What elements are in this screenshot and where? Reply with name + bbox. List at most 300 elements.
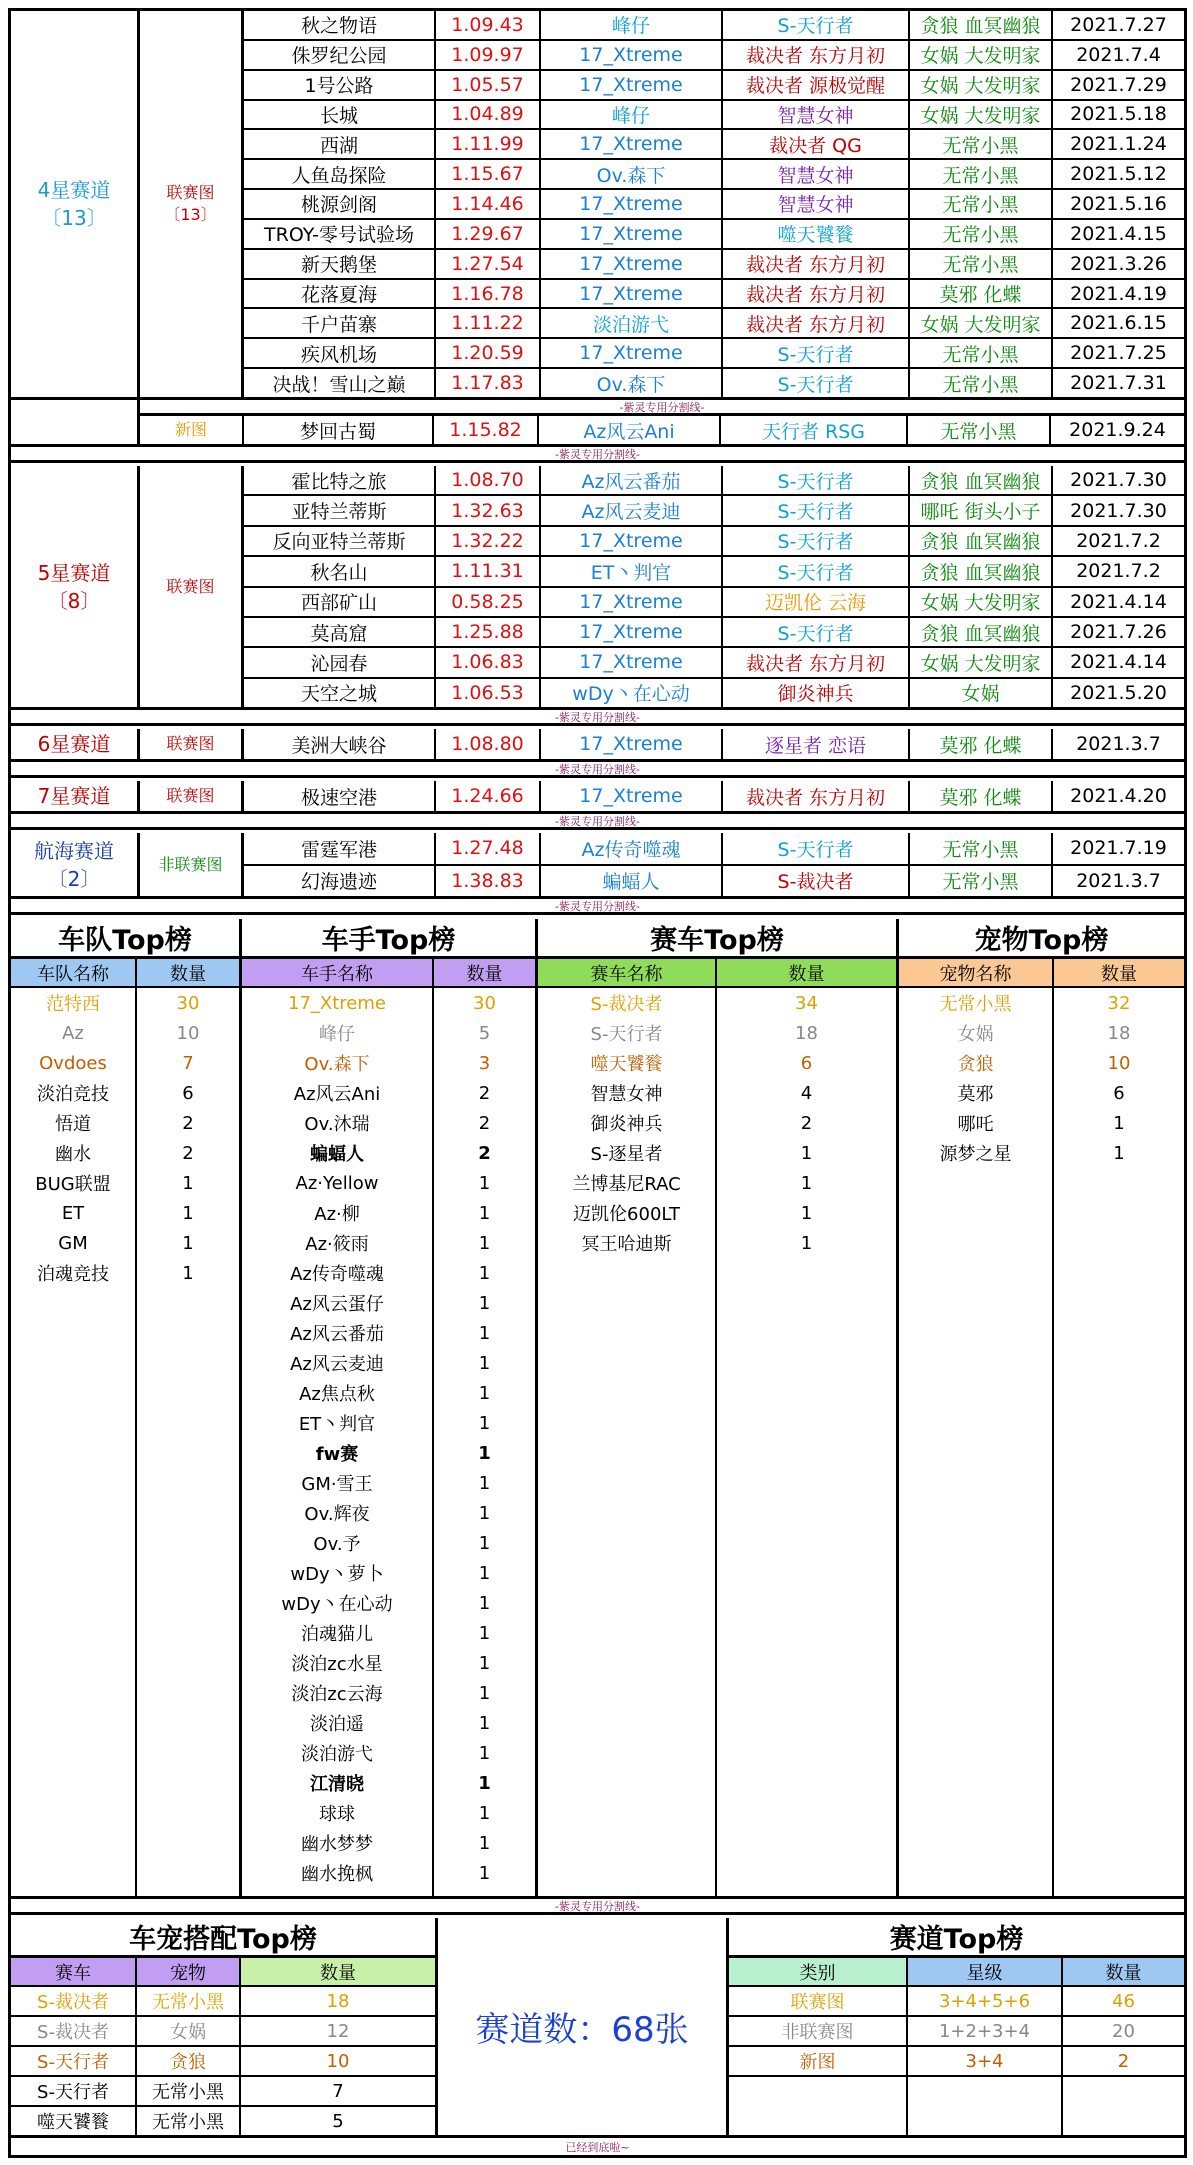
- item-count: 1: [478, 1712, 491, 1734]
- pet: 贪狼 血冥幽狼: [910, 618, 1053, 646]
- track-name: 长城: [244, 101, 436, 129]
- car: 智慧女神: [723, 160, 910, 188]
- item-name: GM·雪王: [242, 1468, 434, 1498]
- car-top-title: 赛车Top榜: [538, 919, 896, 959]
- list-row: [11, 1168, 239, 1198]
- item-count: 1: [478, 1262, 491, 1284]
- track-type: 新图: [729, 2047, 908, 2075]
- inner-separator: -紫灵专用分割线-: [140, 400, 1184, 416]
- list-row: [538, 1078, 896, 1108]
- combo-car: S-天行者: [11, 2047, 137, 2075]
- item-name: 淡泊游弋: [242, 1738, 434, 1768]
- driver-top-title: 车手Top榜: [242, 919, 535, 959]
- date: 2021.5.16: [1070, 192, 1167, 215]
- team-name-header: 车队名称: [11, 959, 137, 986]
- star5-sub-label: 联赛图: [140, 466, 244, 707]
- item-name: Az传奇噬魂: [242, 1258, 434, 1288]
- list-row: [242, 1438, 535, 1468]
- date: 2021.3.26: [1070, 252, 1167, 275]
- item-count: 1: [478, 1622, 491, 1644]
- item-count: 1: [1113, 1142, 1125, 1164]
- star7-label: 7星赛道: [11, 781, 140, 811]
- leaderboard-page: [8, 8, 1187, 2158]
- item-count: 1: [478, 1382, 491, 1404]
- record-row: [244, 11, 1184, 41]
- track-type-header: 类别: [729, 1958, 908, 1985]
- pet: 莫邪 化蝶: [910, 781, 1053, 811]
- driver: 17_Xtreme: [541, 729, 723, 759]
- pet: 无常小黑: [910, 369, 1053, 397]
- date: 2021.5.20: [1070, 681, 1167, 704]
- combo-count: 18: [326, 1990, 350, 2012]
- pet: 女娲 大发明家: [910, 71, 1053, 99]
- driver: 17_Xtreme: [541, 130, 723, 158]
- item-name: wDy丶在心动: [242, 1588, 434, 1618]
- list-row: [242, 988, 535, 1018]
- date: 2021.7.2: [1076, 560, 1161, 583]
- driver: 17_Xtreme: [541, 648, 723, 676]
- car: 裁决者 东方月初: [723, 250, 910, 278]
- list-row: [11, 1228, 239, 1258]
- item-count: 1: [478, 1592, 491, 1614]
- date: 2021.4.14: [1070, 651, 1167, 674]
- star6-section: [11, 729, 1184, 762]
- track-name: 疾风机场: [244, 339, 436, 367]
- list-row: [11, 1078, 239, 1108]
- list-row: [242, 1678, 535, 1708]
- item-name: 范特西: [11, 988, 137, 1018]
- item-name: ET丶判官: [242, 1408, 434, 1438]
- car: 噬天饕餮: [723, 220, 910, 248]
- track-star-header: 星级: [908, 1958, 1063, 1985]
- list-row: [11, 1258, 239, 1288]
- track-name: 沁园春: [244, 648, 436, 676]
- pet: 哪吒 街头小子: [910, 496, 1053, 524]
- list-row: [538, 1228, 896, 1258]
- date: 2021.4.19: [1070, 282, 1167, 305]
- item-count: 1: [478, 1472, 491, 1494]
- pet: 莫邪 化蝶: [910, 729, 1053, 759]
- date: 2021.4.14: [1070, 590, 1167, 613]
- item-count: 1: [800, 1142, 813, 1164]
- driver: Az风云麦迪: [541, 496, 723, 524]
- car: S-天行者: [723, 11, 910, 39]
- track-count-header: 数量: [1063, 1958, 1184, 1985]
- record-row: [244, 527, 1184, 557]
- sea-sub-label: 非联赛图: [140, 833, 244, 896]
- new-map-row: [244, 416, 1184, 444]
- track-name: 天空之城: [244, 679, 436, 707]
- date: 2021.5.18: [1070, 103, 1167, 126]
- best-time: 1.09.97: [436, 41, 541, 69]
- item-count: 1: [478, 1502, 491, 1524]
- track-name: 霍比特之旅: [244, 466, 436, 494]
- item-count: 1: [182, 1202, 194, 1224]
- date: 2021.7.30: [1070, 469, 1167, 492]
- driver: Ov.森下: [541, 369, 723, 397]
- record-row: [244, 190, 1184, 220]
- item-count: 7: [182, 1052, 194, 1074]
- item-name: Az风云麦迪: [242, 1348, 434, 1378]
- item-count: 32: [1107, 992, 1131, 1014]
- item-count: 18: [795, 1022, 818, 1044]
- item-name: 球球: [242, 1798, 434, 1828]
- item-name: 源梦之星: [899, 1138, 1054, 1168]
- best-time: 1.32.22: [436, 527, 541, 555]
- record-row: [244, 496, 1184, 526]
- driver: 17_Xtreme: [541, 190, 723, 218]
- list-row: [242, 1408, 535, 1438]
- track-type: 联赛图: [729, 1987, 908, 2015]
- item-name: 幽水挽枫: [242, 1858, 434, 1888]
- item-count: 5: [478, 1022, 491, 1044]
- sea-rows: [244, 833, 1184, 896]
- list-row: [242, 1228, 535, 1258]
- item-count: 1: [478, 1832, 491, 1854]
- team-top-title: 车队Top榜: [11, 919, 239, 959]
- item-name: 哪吒: [899, 1108, 1054, 1138]
- track-name: 雷霆军港: [244, 833, 436, 864]
- car: 裁决者 东方月初: [723, 309, 910, 337]
- list-row: [899, 1048, 1184, 1078]
- track-name: 新天鹅堡: [244, 250, 436, 278]
- list-row: [899, 1078, 1184, 1108]
- date: 2021.7.19: [1070, 837, 1167, 860]
- star5-label: 5星赛道 〔8〕: [11, 466, 140, 707]
- list-row: [242, 1528, 535, 1558]
- record-row: [244, 781, 1184, 811]
- car: 裁决者 东方月初: [723, 41, 910, 69]
- car: S-天行者: [723, 833, 910, 864]
- pet: 女娲 大发明家: [910, 101, 1053, 129]
- record-row: [244, 160, 1184, 190]
- track-name: 莫高窟: [244, 618, 436, 646]
- star5-rows: [244, 466, 1184, 707]
- record-row: [244, 41, 1184, 71]
- list-row: [242, 1798, 535, 1828]
- record-row: [244, 416, 1184, 444]
- driver: 17_Xtreme: [541, 339, 723, 367]
- combo-car-header: 赛车: [11, 1958, 137, 1985]
- item-name: Az: [11, 1018, 137, 1048]
- record-row: [244, 648, 1184, 678]
- track-name: 千户苗寨: [244, 309, 436, 337]
- item-count: 1: [478, 1232, 491, 1254]
- driver: ET丶判官: [541, 557, 723, 585]
- car-name-header: 赛车名称: [538, 959, 717, 986]
- record-row: [244, 557, 1184, 587]
- item-count: 2: [478, 1112, 491, 1134]
- item-count: 3: [478, 1052, 491, 1074]
- driver-count-header: 数量: [466, 963, 503, 985]
- pet-count-header: 数量: [1101, 963, 1137, 985]
- combo-count: 5: [332, 2110, 344, 2132]
- car: 逐星者 恋语: [723, 729, 910, 759]
- best-time: 1.24.66: [436, 781, 541, 811]
- star4-sub-label: 联赛图 〔13〕: [140, 11, 244, 397]
- item-name: 贪狼: [899, 1048, 1054, 1078]
- pet: 无常小黑: [910, 160, 1053, 188]
- item-name: Az焦点秋: [242, 1378, 434, 1408]
- list-row: [242, 1288, 535, 1318]
- record-row: [244, 866, 1184, 897]
- track-top-list: [729, 1918, 1184, 2135]
- item-count: 1: [182, 1232, 194, 1254]
- car: 裁决者 QG: [723, 130, 910, 158]
- record-row: [244, 250, 1184, 280]
- item-count: 10: [1107, 1052, 1131, 1074]
- record-row: [244, 101, 1184, 131]
- track-name: 侏罗纪公园: [244, 41, 436, 69]
- car: S-裁决者: [723, 866, 910, 897]
- item-name: S-天行者: [538, 1018, 717, 1048]
- date: 2021.7.29: [1070, 73, 1167, 96]
- date: 2021.7.4: [1076, 43, 1161, 66]
- best-time: 1.25.88: [436, 618, 541, 646]
- list-row: [11, 988, 239, 1018]
- item-name: 悟道: [11, 1108, 137, 1138]
- list-row: [242, 1858, 535, 1888]
- track-name: 秋之物语: [244, 11, 436, 39]
- pet-top-title: 宠物Top榜: [899, 919, 1184, 959]
- item-name: Ovdoes: [11, 1048, 137, 1078]
- pet: 无常小黑: [910, 866, 1053, 897]
- track-stars: 3+4+5+6: [908, 1987, 1063, 2015]
- pet: 无常小黑: [910, 220, 1053, 248]
- record-row: [244, 280, 1184, 310]
- track-count-value: 46: [1112, 1990, 1135, 2012]
- track-name: 美洲大峡谷: [244, 729, 436, 759]
- driver: Ov.森下: [541, 160, 723, 188]
- track-name: 1号公路: [244, 71, 436, 99]
- team-top-list: [11, 919, 242, 1896]
- list-row: [11, 1108, 239, 1138]
- list-row: [11, 1138, 239, 1168]
- combo-row: [11, 2077, 435, 2107]
- list-row: [538, 1048, 896, 1078]
- driver: 17_Xtreme: [541, 220, 723, 248]
- track-name: 梦回古蜀: [244, 416, 434, 444]
- driver: 峰仔: [541, 11, 723, 39]
- list-row: [242, 1708, 535, 1738]
- list-row: [11, 1198, 239, 1228]
- combo-car: S-裁决者: [11, 1987, 137, 2015]
- combo-top-list: [11, 1918, 438, 2135]
- item-count: 1: [478, 1412, 491, 1434]
- car: S-天行者: [723, 369, 910, 397]
- track-name: 幻海遗迹: [244, 866, 436, 897]
- item-count: 1: [478, 1172, 491, 1194]
- track-name: 西部矿山: [244, 588, 436, 616]
- date: 2021.4.20: [1070, 785, 1167, 807]
- record-row: [244, 309, 1184, 339]
- item-name: 幽水梦梦: [242, 1828, 434, 1858]
- date: 2021.7.27: [1070, 13, 1167, 36]
- item-count: 6: [182, 1082, 194, 1104]
- driver-name-header: 车手名称: [242, 959, 434, 986]
- item-name: 泊魂竞技: [11, 1258, 137, 1288]
- list-row: [538, 1018, 896, 1048]
- item-name: wDy丶萝卜: [242, 1558, 434, 1588]
- driver: 17_Xtreme: [541, 250, 723, 278]
- best-time: 1.32.63: [436, 496, 541, 524]
- list-row: [538, 1168, 896, 1198]
- item-name: ET: [11, 1198, 137, 1228]
- item-name: BUG联盟: [11, 1168, 137, 1198]
- item-count: 1: [478, 1562, 491, 1584]
- bottom-section: [11, 1918, 1184, 2138]
- date: 2021.7.2: [1076, 529, 1161, 552]
- combo-row: [11, 2107, 435, 2135]
- combo-row: [11, 1987, 435, 2017]
- star5-section: [11, 466, 1184, 710]
- item-count: 1: [800, 1232, 813, 1254]
- record-row: [244, 729, 1184, 759]
- combo-row: [11, 2047, 435, 2077]
- item-count: 1: [478, 1532, 491, 1554]
- date: 2021.5.12: [1070, 163, 1167, 186]
- item-count: 1: [478, 1442, 491, 1464]
- item-name: Ov.沐瑞: [242, 1108, 434, 1138]
- best-time: 1.08.80: [436, 729, 541, 759]
- combo-count: 7: [332, 2080, 344, 2102]
- car: 迈凯伦 云海: [723, 588, 910, 616]
- pet: 无常小黑: [910, 833, 1053, 864]
- item-count: 1: [478, 1652, 491, 1674]
- car: S-天行者: [723, 466, 910, 494]
- item-name: S-逐星者: [538, 1138, 717, 1168]
- best-time: 1.06.83: [436, 648, 541, 676]
- combo-car: 噬天饕餮: [11, 2107, 137, 2135]
- car-count-header: 数量: [788, 963, 825, 985]
- combo-top-title: 车宠搭配Top榜: [11, 1918, 435, 1958]
- item-count: 30: [473, 992, 496, 1014]
- track-top-row: [729, 2047, 1184, 2077]
- car: S-天行者: [723, 339, 910, 367]
- item-name: 幽水: [11, 1138, 137, 1168]
- driver: 蝙蝠人: [541, 866, 723, 897]
- item-count: 1: [1113, 1112, 1125, 1134]
- item-count: 2: [800, 1112, 813, 1134]
- item-name: Az·筱雨: [242, 1228, 434, 1258]
- best-time: 1.05.57: [436, 71, 541, 99]
- track-stars: 3+4: [908, 2047, 1063, 2075]
- item-name: 蝙蝠人: [242, 1138, 434, 1168]
- pet: 贪狼 血冥幽狼: [910, 466, 1053, 494]
- item-name: Ov.予: [242, 1528, 434, 1558]
- sea-section: [11, 833, 1184, 899]
- list-row: [242, 1768, 535, 1798]
- track-name: 桃源剑阁: [244, 190, 436, 218]
- combo-pet: 无常小黑: [137, 2107, 241, 2135]
- item-count: 2: [182, 1142, 194, 1164]
- combo-pet: 无常小黑: [137, 2077, 241, 2105]
- star4-section: [11, 11, 1184, 447]
- item-name: 淡泊zc云海: [242, 1678, 434, 1708]
- driver: 17_Xtreme: [541, 618, 723, 646]
- combo-count: 10: [326, 2050, 350, 2072]
- track-name: 人鱼岛探险: [244, 160, 436, 188]
- driver: 17_Xtreme: [541, 527, 723, 555]
- list-row: [242, 1348, 535, 1378]
- item-name: Az·柳: [242, 1198, 434, 1228]
- best-time: 1.27.54: [436, 250, 541, 278]
- best-time: 1.15.82: [434, 416, 539, 444]
- track-count: 赛道数：68张: [475, 2010, 689, 2050]
- car: 裁决者 东方月初: [723, 781, 910, 811]
- combo-pet: 贪狼: [137, 2047, 241, 2075]
- car: S-天行者: [723, 557, 910, 585]
- star7-sub-label: 联赛图: [140, 781, 244, 811]
- item-name: Az风云蛋仔: [242, 1288, 434, 1318]
- pet-top-header: [899, 959, 1184, 988]
- pet-name-header: 宠物名称: [899, 959, 1054, 986]
- item-name: Az·Yellow: [242, 1168, 434, 1198]
- list-row: [242, 1378, 535, 1408]
- item-name: 冥王哈迪斯: [538, 1228, 717, 1258]
- item-name: 莫邪: [899, 1078, 1054, 1108]
- item-name: 智慧女神: [538, 1078, 717, 1108]
- list-row: [242, 1198, 535, 1228]
- pet: 无常小黑: [908, 416, 1051, 444]
- list-row: [242, 1108, 535, 1138]
- item-count: 1: [478, 1322, 491, 1344]
- list-row: [538, 988, 896, 1018]
- pet: 女娲 大发明家: [910, 588, 1053, 616]
- best-time: 1.16.78: [436, 280, 541, 308]
- separator: -紫灵专用分割线-: [11, 710, 1184, 726]
- driver: 淡泊游弋: [541, 309, 723, 337]
- driver: Az风云番茄: [541, 466, 723, 494]
- item-count: 2: [182, 1112, 194, 1134]
- item-count: 1: [182, 1262, 194, 1284]
- pet: 贪狼 血冥幽狼: [910, 11, 1053, 39]
- date: 2021.7.26: [1070, 621, 1167, 644]
- best-time: 1.08.70: [436, 466, 541, 494]
- item-count: 34: [795, 992, 818, 1014]
- combo-pet: 无常小黑: [137, 1987, 241, 2015]
- best-time: 1.11.22: [436, 309, 541, 337]
- item-name: 女娲: [899, 1018, 1054, 1048]
- star7-section: [11, 781, 1184, 814]
- list-row: [242, 1588, 535, 1618]
- separator: -紫灵专用分割线-: [11, 762, 1184, 778]
- list-row: [242, 1738, 535, 1768]
- list-row: [242, 1258, 535, 1288]
- driver: 17_Xtreme: [541, 781, 723, 811]
- item-count: 1: [478, 1862, 491, 1884]
- item-name: 无常小黑: [899, 988, 1054, 1018]
- list-row: [538, 1138, 896, 1168]
- star6-label: 6星赛道: [11, 729, 140, 759]
- driver-top-header: [242, 959, 535, 988]
- date: 2021.3.7: [1076, 733, 1161, 755]
- list-row: [242, 1468, 535, 1498]
- record-row: [244, 71, 1184, 101]
- track-count-box: [438, 1918, 729, 2135]
- car-top-header: [538, 959, 896, 988]
- track-type: 非联赛图: [729, 2017, 908, 2045]
- car: 智慧女神: [723, 190, 910, 218]
- best-time: 1.14.46: [436, 190, 541, 218]
- best-time: 1.15.67: [436, 160, 541, 188]
- track-top-row: [729, 2017, 1184, 2047]
- list-row: [899, 1108, 1184, 1138]
- list-row: [242, 1498, 535, 1528]
- track-top-title: 赛道Top榜: [729, 1918, 1184, 1958]
- list-row: [242, 1138, 535, 1168]
- list-row: [11, 1048, 239, 1078]
